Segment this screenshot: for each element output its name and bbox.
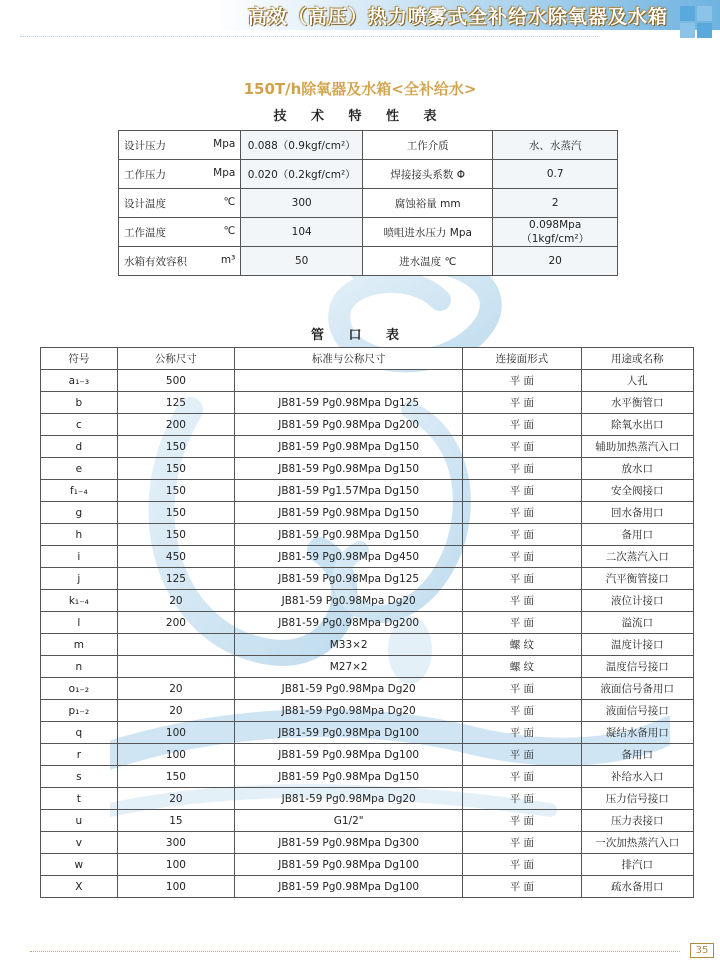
pipe-purpose: 二次蒸汽入口 (581, 546, 693, 568)
table-row (41, 370, 694, 392)
table-row (41, 392, 694, 414)
pipe-column-header: 公称尺寸 (117, 348, 234, 370)
table-row (41, 414, 694, 436)
pipe-purpose: 压力信号接口 (581, 788, 693, 810)
spec-row (119, 131, 618, 160)
table-row (41, 634, 694, 656)
table-row (41, 458, 694, 480)
spec-value: 0.088（0.9kgf/cm²） (241, 131, 363, 160)
pipe-table (40, 347, 694, 898)
pipe-symbol: t (41, 788, 118, 810)
table-row (41, 502, 694, 524)
pipe-nominal-size: 450 (117, 546, 234, 568)
spec-table-title: 技 术 特 性 表 (273, 109, 447, 124)
table-row (41, 788, 694, 810)
pipe-symbol: c (41, 414, 118, 436)
pipe-symbol: w (41, 854, 118, 876)
spec-label-2: 焊接接头系数 Φ (363, 160, 493, 189)
table-row (41, 766, 694, 788)
pipe-symbol: r (41, 744, 118, 766)
spec-value-2: 2 (493, 189, 618, 218)
table-row (41, 480, 694, 502)
pipe-nominal-size: 150 (117, 436, 234, 458)
pipe-symbol: k₁₋₄ (41, 590, 118, 612)
pipe-connection-type: 平 面 (463, 744, 581, 766)
spec-label-text: 设计温度 (124, 197, 166, 210)
pipe-connection-type: 平 面 (463, 722, 581, 744)
spec-value: 104 (241, 218, 363, 247)
pipe-purpose: 液面信号接口 (581, 700, 693, 722)
header-band (0, 0, 720, 30)
table-row (41, 876, 694, 898)
pipe-connection-type: 平 面 (463, 436, 581, 458)
pipe-symbol: p₁₋₂ (41, 700, 118, 722)
spec-unit: Mpa (213, 166, 236, 179)
table-row (41, 700, 694, 722)
spec-label-2: 进水温度 ℃ (363, 247, 493, 276)
spec-value: 0.020（0.2kgf/cm²） (241, 160, 363, 189)
spec-label (119, 247, 241, 276)
pipe-connection-type: 平 面 (463, 414, 581, 436)
pipe-standard: M27×2 (235, 656, 463, 678)
pipe-purpose: 备用口 (581, 744, 693, 766)
pipe-standard: M33×2 (235, 634, 463, 656)
footer-divider (30, 951, 680, 952)
pipe-connection-type: 螺 纹 (463, 656, 581, 678)
pipe-connection-type: 平 面 (463, 590, 581, 612)
spec-label-text: 工作温度 (124, 226, 166, 239)
pipe-nominal-size: 100 (117, 744, 234, 766)
spec-row (119, 160, 618, 189)
pipe-standard: JB81-59 Pg0.98Mpa Dg20 (235, 788, 463, 810)
pipe-purpose: 温度计接口 (581, 634, 693, 656)
table-row (41, 744, 694, 766)
table-row (41, 656, 694, 678)
pipe-symbol: d (41, 436, 118, 458)
page-header-title: 高效（高压）热力喷雾式全补给水除氧器及水箱 (247, 6, 668, 28)
pipe-connection-type: 平 面 (463, 876, 581, 898)
table-row (41, 524, 694, 546)
spec-value: 50 (241, 247, 363, 276)
spec-row (119, 189, 618, 218)
pipe-purpose: 补给水入口 (581, 766, 693, 788)
header-squares-decoration (680, 6, 714, 40)
table-row (41, 436, 694, 458)
pipe-purpose: 安全阀接口 (581, 480, 693, 502)
pipe-symbol: l (41, 612, 118, 634)
pipe-nominal-size: 15 (117, 810, 234, 832)
spec-row (119, 218, 618, 247)
pipe-nominal-size: 150 (117, 524, 234, 546)
spec-unit: ℃ (223, 195, 236, 208)
pipe-nominal-size: 100 (117, 722, 234, 744)
pipe-symbol: q (41, 722, 118, 744)
pipe-column-header: 符号 (41, 348, 118, 370)
pipe-symbol: g (41, 502, 118, 524)
pipe-nominal-size: 150 (117, 480, 234, 502)
spec-unit: m³ (220, 253, 236, 266)
pipe-symbol: v (41, 832, 118, 854)
pipe-nominal-size: 150 (117, 766, 234, 788)
table-row (41, 612, 694, 634)
pipe-standard: JB81-59 Pg0.98Mpa Dg125 (235, 392, 463, 414)
table-row (41, 678, 694, 700)
pipe-purpose: 液面信号备用口 (581, 678, 693, 700)
pipe-nominal-size: 200 (117, 414, 234, 436)
pipe-nominal-size: 100 (117, 854, 234, 876)
pipe-nominal-size: 500 (117, 370, 234, 392)
pipe-nominal-size: 100 (117, 876, 234, 898)
pipe-symbol: a₁₋₃ (41, 370, 118, 392)
pipe-symbol: X (41, 876, 118, 898)
pipe-standard: JB81-59 Pg0.98Mpa Dg20 (235, 678, 463, 700)
pipe-standard: JB81-59 Pg0.98Mpa Dg100 (235, 744, 463, 766)
pipe-nominal-size: 200 (117, 612, 234, 634)
pipe-purpose: 凝结水备用口 (581, 722, 693, 744)
pipe-standard: JB81-59 Pg0.98Mpa Dg200 (235, 414, 463, 436)
pipe-nominal-size: 150 (117, 458, 234, 480)
pipe-connection-type: 平 面 (463, 524, 581, 546)
pipe-standard: JB81-59 Pg0.98Mpa Dg200 (235, 612, 463, 634)
pipe-connection-type: 平 面 (463, 854, 581, 876)
pipe-connection-type: 平 面 (463, 568, 581, 590)
spec-label-text: 工作压力 (124, 168, 166, 181)
table-row (41, 832, 694, 854)
pipe-symbol: i (41, 546, 118, 568)
pipe-purpose: 排汽口 (581, 854, 693, 876)
pipe-symbol: u (41, 810, 118, 832)
pipe-nominal-size: 150 (117, 502, 234, 524)
pipe-purpose: 放水口 (581, 458, 693, 480)
pipe-standard: JB81-59 Pg0.98Mpa Dg150 (235, 766, 463, 788)
spec-value-2: 水、水蒸汽 (493, 131, 618, 160)
spec-label (119, 218, 241, 247)
pipe-purpose: 水平衡管口 (581, 392, 693, 414)
pipe-nominal-size: 300 (117, 832, 234, 854)
table-row (41, 568, 694, 590)
spec-unit: Mpa (213, 137, 236, 150)
pipe-standard: JB81-59 Pg0.98Mpa Dg125 (235, 568, 463, 590)
pipe-nominal-size (117, 656, 234, 678)
pipe-standard: JB81-59 Pg0.98Mpa Dg20 (235, 590, 463, 612)
spec-label-2: 腐蚀裕量 mm (363, 189, 493, 218)
pipe-purpose: 汽平衡管接口 (581, 568, 693, 590)
table-row (41, 722, 694, 744)
table-row (41, 810, 694, 832)
pipe-symbol: f₁₋₄ (41, 480, 118, 502)
pipe-nominal-size: 20 (117, 788, 234, 810)
pipe-connection-type: 平 面 (463, 546, 581, 568)
header-divider (20, 36, 600, 37)
spec-table (118, 130, 618, 276)
pipe-purpose: 液位计接口 (581, 590, 693, 612)
pipe-purpose: 辅助加热蒸汽入口 (581, 436, 693, 458)
spec-value-2: 20 (493, 247, 618, 276)
spec-value-2: 0.7 (493, 160, 618, 189)
spec-label-text: 设计压力 (124, 139, 166, 152)
pipe-symbol: m (41, 634, 118, 656)
pipe-connection-type: 平 面 (463, 458, 581, 480)
pipe-purpose: 一次加热蒸汽入口 (581, 832, 693, 854)
pipe-connection-type: 螺 纹 (463, 634, 581, 656)
pipe-purpose: 压力表接口 (581, 810, 693, 832)
pipe-standard: JB81-59 Pg0.98Mpa Dg100 (235, 722, 463, 744)
pipe-purpose: 溢流口 (581, 612, 693, 634)
spec-label-2: 工作介质 (363, 131, 493, 160)
document-subtitle: 150T/h除氧器及水箱<全补给水> (243, 80, 477, 98)
pipe-connection-type: 平 面 (463, 480, 581, 502)
table-row (41, 590, 694, 612)
pipe-symbol: e (41, 458, 118, 480)
pipe-symbol: s (41, 766, 118, 788)
pipe-purpose: 除氧水出口 (581, 414, 693, 436)
pipe-standard: JB81-59 Pg0.98Mpa Dg20 (235, 700, 463, 722)
pipe-table-title: 管 口 表 (310, 328, 410, 343)
spec-row (119, 247, 618, 276)
spec-unit: ℃ (223, 224, 236, 237)
pipe-standard: G1/2" (235, 810, 463, 832)
pipe-connection-type: 平 面 (463, 788, 581, 810)
spec-label-text: 水箱有效容积 (124, 255, 187, 268)
pipe-connection-type: 平 面 (463, 832, 581, 854)
pipe-symbol: b (41, 392, 118, 414)
pipe-symbol: o₁₋₂ (41, 678, 118, 700)
pipe-purpose: 疏水备用口 (581, 876, 693, 898)
pipe-connection-type: 平 面 (463, 502, 581, 524)
pipe-connection-type: 平 面 (463, 612, 581, 634)
pipe-nominal-size: 20 (117, 590, 234, 612)
pipe-standard: JB81-59 Pg0.98Mpa Dg100 (235, 876, 463, 898)
pipe-connection-type: 平 面 (463, 678, 581, 700)
pipe-column-header: 标准与公称尺寸 (235, 348, 463, 370)
pipe-nominal-size (117, 634, 234, 656)
pipe-table-header-row (41, 348, 694, 370)
pipe-symbol: j (41, 568, 118, 590)
pipe-standard: JB81-59 Pg0.98Mpa Dg450 (235, 546, 463, 568)
pipe-connection-type: 平 面 (463, 810, 581, 832)
pipe-symbol: n (41, 656, 118, 678)
pipe-purpose: 温度信号接口 (581, 656, 693, 678)
pipe-nominal-size: 20 (117, 678, 234, 700)
spec-label (119, 131, 241, 160)
pipe-nominal-size: 125 (117, 392, 234, 414)
pipe-standard: JB81-59 Pg0.98Mpa Dg100 (235, 854, 463, 876)
pipe-connection-type: 平 面 (463, 766, 581, 788)
pipe-purpose: 备用口 (581, 524, 693, 546)
spec-label (119, 189, 241, 218)
pipe-connection-type: 平 面 (463, 392, 581, 414)
pipe-symbol: h (41, 524, 118, 546)
pipe-connection-type: 平 面 (463, 700, 581, 722)
pipe-standard: JB81-59 Pg0.98Mpa Dg150 (235, 436, 463, 458)
pipe-purpose: 回水备用口 (581, 502, 693, 524)
pipe-standard: JB81-59 Pg0.98Mpa Dg300 (235, 832, 463, 854)
pipe-standard: JB81-59 Pg0.98Mpa Dg150 (235, 502, 463, 524)
pipe-purpose: 人孔 (581, 370, 693, 392)
pipe-standard: JB81-59 Pg0.98Mpa Dg150 (235, 524, 463, 546)
pipe-column-header: 用途或名称 (581, 348, 693, 370)
pipe-connection-type: 平 面 (463, 370, 581, 392)
pipe-standard: JB81-59 Pg1.57Mpa Dg150 (235, 480, 463, 502)
pipe-nominal-size: 125 (117, 568, 234, 590)
pipe-standard: JB81-59 Pg0.98Mpa Dg150 (235, 458, 463, 480)
spec-label (119, 160, 241, 189)
page-number: 35 (690, 943, 714, 958)
spec-label-2: 喷咀进水压力 Mpa (363, 218, 493, 247)
table-row (41, 854, 694, 876)
pipe-standard (235, 370, 463, 392)
table-row (41, 546, 694, 568)
pipe-nominal-size: 20 (117, 700, 234, 722)
spec-value: 300 (241, 189, 363, 218)
spec-value-2: 0.098Mpa（1kgf/cm²） (493, 218, 618, 247)
pipe-column-header: 连接面形式 (463, 348, 581, 370)
